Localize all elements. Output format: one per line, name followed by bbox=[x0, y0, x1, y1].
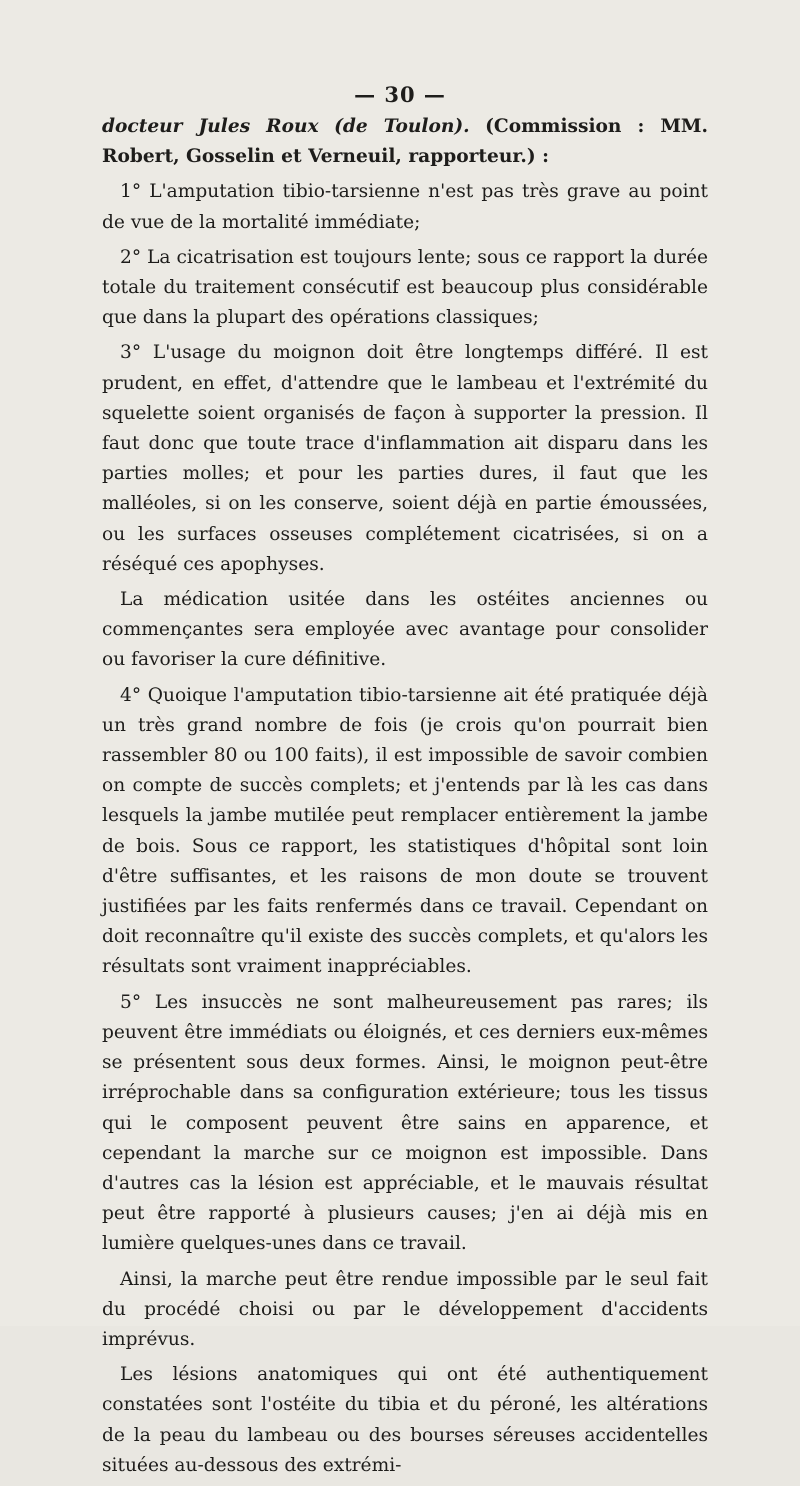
body-text bbox=[102, 112, 708, 1486]
paragraph-5: 4° Quoique l'amputation tibio-tarsienne ait été pratiquée déjà un très grand nombre de fois (je crois qu'on pourrait bien rassembler 80 ou 100 faits), il est impossible de savoir combien on compte de succès complets; et j'entends par là les cas dans lesquels la jambe mutilée peut remplacer entièrement la jambe de bois. Sous ce rapport, les statistiques d'hôpital sont loin d'être suffisantes, et les raisons de mon doute se trouvent justifiées par les faits renfermés dans ce travail. Cependant on doit reconnaître qu'il existe des succès complets, et qu'alors les résultats sont vraiment inappréciables. bbox=[102, 684, 708, 978]
opening-paragraph bbox=[102, 112, 708, 172]
paragraph-7: Ainsi, la marche peut être rendue impossible par le seul fait du procédé choisi ou par le développement d'accidents imprévus. bbox=[102, 1268, 708, 1350]
paragraph-6: 5° Les insuccès ne sont malheureusement pas rares; ils peuvent être immédiats ou éloignés, et ces derniers eux-mêmes se présentent sous deux formes. Ainsi, le moignon peut-être irréprochable dans sa configuration extérieure; tous les tissus qui le composent peuvent être sains en apparence, et cependant la marche sur ce moignon est impossible. Dans d'autres cas la lésion est appréciable, et le mauvais résultat peut être rapporté à plusieurs causes; j'en ai déjà mis en lumière quelques-unes dans ce travail. bbox=[102, 991, 708, 1255]
paragraph-2: 2° La cicatrisation est toujours lente; sous ce rapport la durée totale du traitement consécutif est beaucoup plus considérable que dans la plupart des opérations classiques; bbox=[102, 246, 708, 329]
author-name: docteur Jules Roux bbox=[102, 116, 319, 137]
commission-text: (Commission : MM. Robert, Gosselin et Verneuil, rapporteur.) : bbox=[102, 116, 708, 168]
paragraph-1: 1° L'amputation tibio-tarsienne n'est pas très grave au point de vue de la mortalité immédiate; bbox=[102, 181, 708, 233]
paragraph-4: La médication usitée dans les ostéites anciennes ou commençantes sera employée avec avantage pour consolider ou favoriser la cure définitive. bbox=[102, 589, 708, 671]
paragraph-8: Les lésions anatomiques qui ont été authentiquement constatées sont l'ostéite du tibia et du péroné, les altérations de la peau du lambeau ou des bourses séreuses accidentelles situées au-dessous des extrémi- bbox=[102, 1364, 708, 1476]
author-place: (de Toulon). bbox=[334, 116, 470, 137]
page-number: — 30 — bbox=[354, 82, 446, 107]
paragraph-3: 3° L'usage du moignon doit être longtemps différé. Il est prudent, en effet, d'attendre que le lambeau et l'extrémité du squelette soient organisés de façon à supporter la pression. Il faut donc que toute trace d'inflammation ait disparu dans les parties molles; et pour les parties dures, il faut que les malléoles, si on les conserve, soient déjà en partie émoussées, ou les surfaces osseuses complétement cicatrisées, si on a réséqué ces apophyses. bbox=[102, 342, 708, 575]
